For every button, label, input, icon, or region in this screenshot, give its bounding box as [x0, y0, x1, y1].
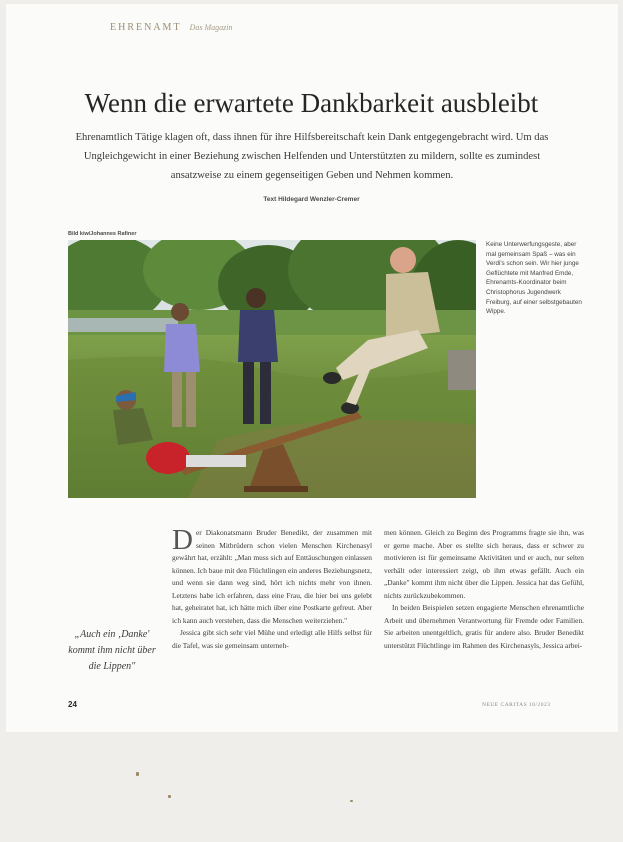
pull-quote: „Auch ein ‚Danke' kommt ihm nicht über die Lippen"	[68, 629, 156, 672]
magazine-footer: NEUE CARITAS 10/2023	[482, 702, 551, 708]
paragraph: Jessica gibt sich sehr viel Mühe und erledigt alle Hilfs selbst für die Tafel, was sie gemeinsam unterneh-	[172, 628, 372, 650]
photo-caption: Keine Unterwerfungsgeste, aber mal gemeinsam Spaß – was ein Verdi's schon sein. Wir hier junge Geflüchtete mit Manfred Emde, Ehrenamts-Koordinator beim Christophorus Jugendwerk Freiburg, auf einer selbstgebauten Wippe.	[486, 241, 582, 316]
drop-cap: D	[172, 524, 193, 556]
dust-speck	[168, 795, 171, 798]
article-byline: Text Hildegard Wenzler-Cremer	[263, 196, 360, 203]
article-lead: Ehrenamtlich Tätige klagen oft, dass ihnen für ihre Hilfsbereitschaft kein Dank entgegengebracht wird. Um das Ungleichgewicht in einer Beziehung zwischen Helfenden und Unterstützten zu mildern, sollte es zumindest ansatzweise zu einem gegenseitigen Geben und Nehmen kommen.	[75, 132, 549, 181]
paragraph: er Diakonatsmann Bruder Benedikt, der zusammen mit seinen Mitbrüdern schon vielen Menschen Kirchenasyl gewährt hat, erzählt: „Man muss sich auf Enttäuschungen einlassen können. Ich baue mit den Flüchtlingen ein anderes Beziehungsnetz, und wenn sie dann weg sind, hört ich nichts mehr von ihnen. Letztens habe ich erfahren, dass eine Frau, die hier bei uns gelebt hat, geheiratet hat, ich hätte mich über eine Postkarte gefreut. Aber ich kann auch verstehen, dass die Menschen weiterziehen."	[172, 528, 372, 625]
page-number: 24	[68, 700, 77, 709]
subsection-name: Das Magazin	[189, 23, 233, 32]
article-title: Wenn die erwartete Dankbarkeit ausbleibt	[84, 88, 539, 118]
dust-speck	[136, 772, 139, 776]
paragraph: In beiden Beispielen setzen engagierte Menschen ehrenamtliche Arbeit und übernehmen Verantwortung für Fremde oder Familien. Sie arbeiten unentgeltlich, gratis für andere also. Bruder Benedikt unterstützt Flüchtlinge im Rahmen des Kirchenasyls, Jessica arbei-	[384, 603, 584, 650]
text-column-1	[172, 524, 372, 652]
seesaw-photo-illustration	[68, 240, 476, 498]
dust-speck	[350, 800, 353, 802]
article-photo	[68, 240, 476, 498]
text-column-2	[384, 527, 584, 652]
section-header	[110, 22, 232, 33]
paragraph: men können. Gleich zu Beginn des Programms fragte sie ihn, was er gerne mache. Aber es stellte sich heraus, dass er schwer zu motivieren ist für gemeinsame Aktivitäten und er auch, nur selten verhält oder interessiert zeigt, ob ihm etwas gefällt. Auch ein „Danke" kommt ihm nicht über die Lippen. Jessica hat das Gefühl, nichts zurückzubekommen.	[384, 528, 584, 600]
section-name: EHRENAMT	[110, 22, 182, 33]
photo-credit: Bild kiw/Johannes Rafiner	[68, 231, 137, 237]
